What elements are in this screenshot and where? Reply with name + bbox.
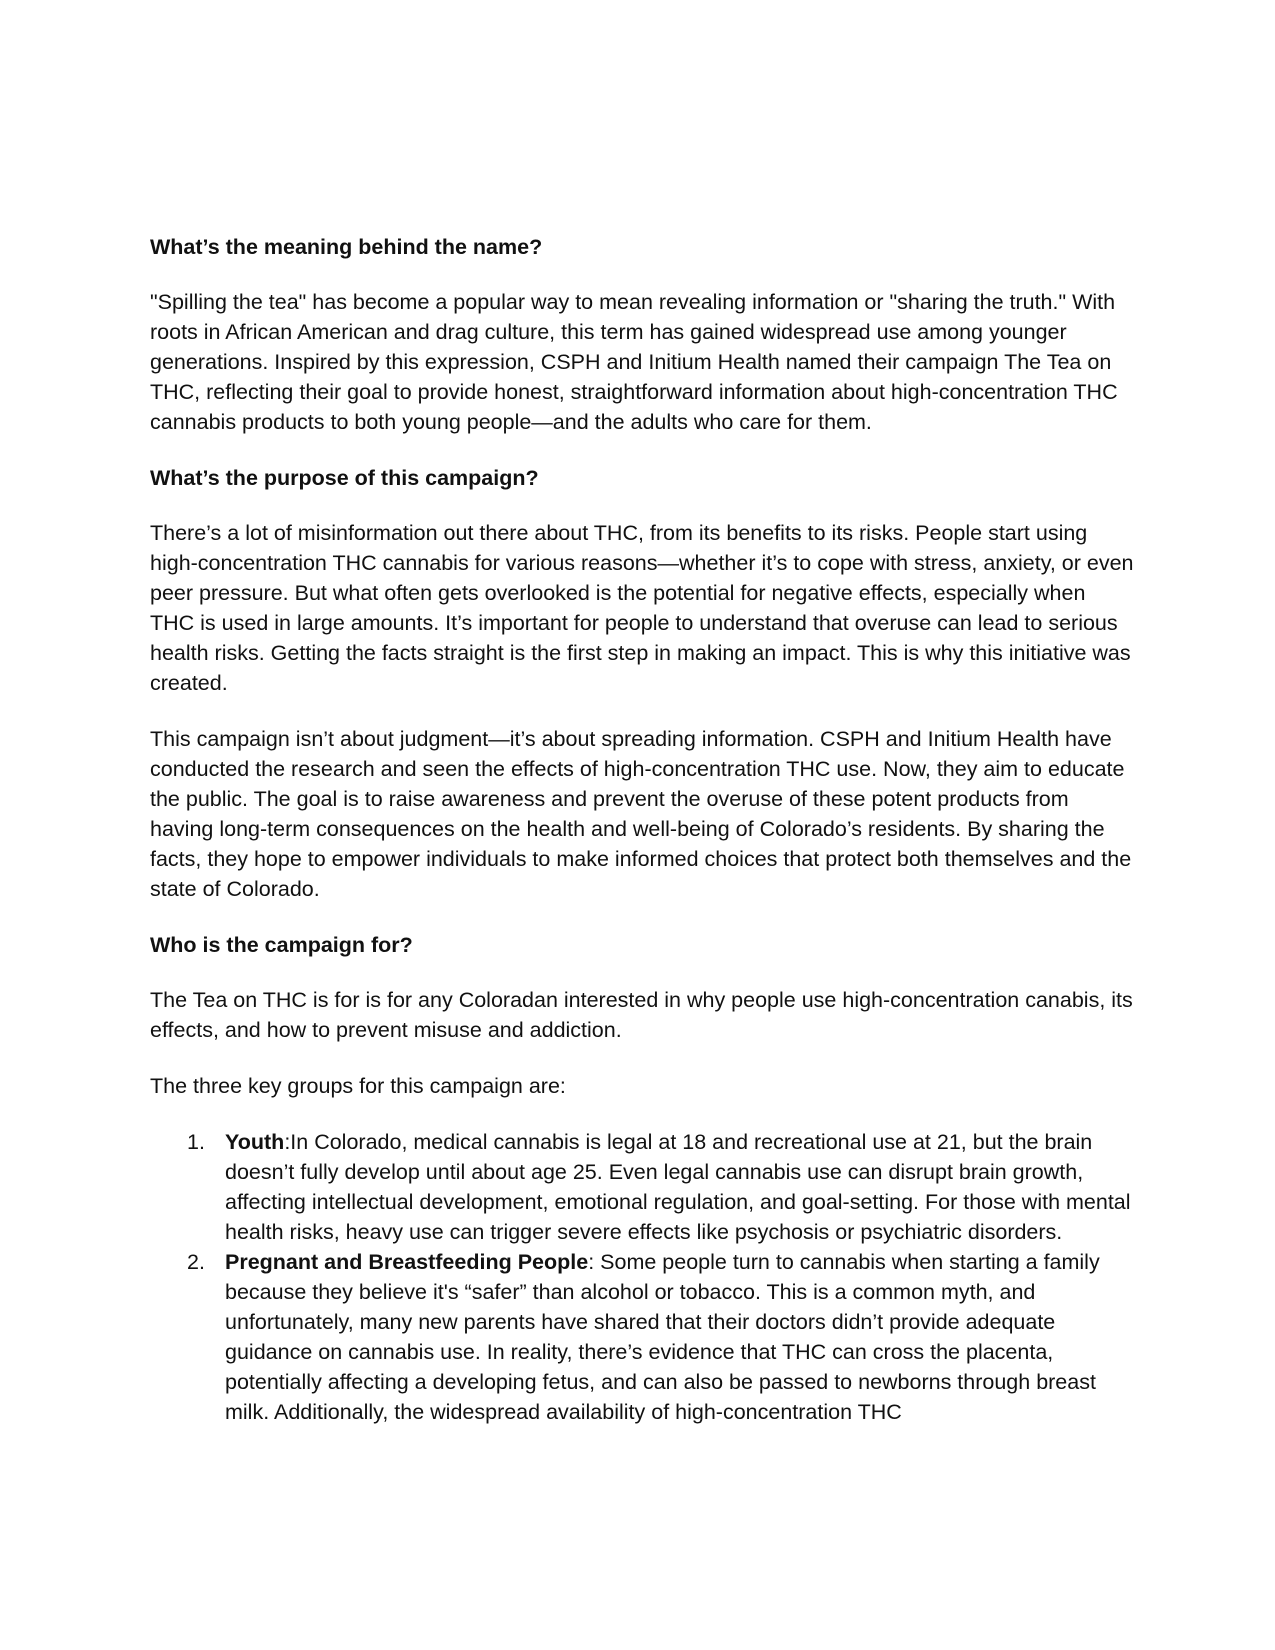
paragraph-purpose-misinformation: There’s a lot of misinformation out there about THC, from its benefits to its risks. People start using high-concentration THC cannabis for various reasons—whether it’s to cope with stress, anxiety, or even peer pressure. But what often gets overlooked is the potential for negative effects, especially when THC is used in large amounts. It’s important for people to understand that overuse can lead to serious health risks. Getting the facts straight is the first step in making an impact. This is why this initiative was created. bbox=[150, 521, 1134, 695]
key-groups-list bbox=[150, 1127, 1135, 1427]
section-heading-audience: Who is the campaign for? bbox=[150, 933, 413, 957]
paragraph-purpose-no-judgment: This campaign isn’t about judgment—it’s about spreading information. CSPH and Initium Health have conducted the research and seen the effects of high-concentration THC use. Now, they aim to educate the public. The goal is to raise awareness and prevent the overuse of these potent products from having long-term consequences on the health and well-being of Colorado’s residents. By sharing the facts, they hope to empower individuals to make informed choices that protect both themselves and the state of Colorado. bbox=[150, 727, 1132, 901]
document-page bbox=[150, 232, 1135, 1427]
list-item-pregnant-breastfeeding bbox=[150, 1247, 1135, 1427]
list-item-number: 1. bbox=[187, 1130, 205, 1154]
section-heading-name-meaning: What’s the meaning behind the name? bbox=[150, 235, 543, 259]
list-item-text: : Some people turn to cannabis when starting a family because they believe it's “safer” than alcohol or tobacco. This is a common myth, and unfortunately, many new parents have shared that their doctors didn’t provide adequate guidance on cannabis use. In reality, there’s evidence that THC can cross the placenta, potentially affecting a developing fetus, and can also be passed to newborns through breast milk. Additionally, the widespread availability of high-concentration THC bbox=[225, 1250, 1100, 1424]
list-item-title: Youth bbox=[225, 1130, 285, 1154]
paragraph-name-meaning: "Spilling the tea" has become a popular way to mean revealing information or "sharing the truth." With roots in African American and drag culture, this term has gained widespread use among younger generations. Inspired by this expression, CSPH and Initium Health named their campaign The Tea on THC, reflecting their goal to provide honest, straightforward information about high-concentration THC cannabis products to both young people—and the adults who care for them. bbox=[150, 290, 1118, 434]
list-item-text: :In Colorado, medical cannabis is legal at 18 and recreational use at 21, but the brain doesn’t fully develop until about age 25. Even legal cannabis use can disrupt brain growth, affecting intellectual development, emotional regulation, and goal-setting. For those with mental health risks, heavy use can trigger severe effects like psychosis or psychiatric disorders. bbox=[225, 1130, 1131, 1244]
list-item-title: Pregnant and Breastfeeding People bbox=[225, 1250, 589, 1274]
section-heading-campaign-purpose: What’s the purpose of this campaign? bbox=[150, 466, 539, 490]
list-item-youth bbox=[150, 1127, 1135, 1247]
list-item-number: 2. bbox=[187, 1250, 205, 1274]
paragraph-key-groups-intro: The three key groups for this campaign are: bbox=[150, 1074, 566, 1098]
paragraph-audience: The Tea on THC is for is for any Coloradan interested in why people use high-concentration canabis, its effects, and how to prevent misuse and addiction. bbox=[150, 988, 1133, 1042]
